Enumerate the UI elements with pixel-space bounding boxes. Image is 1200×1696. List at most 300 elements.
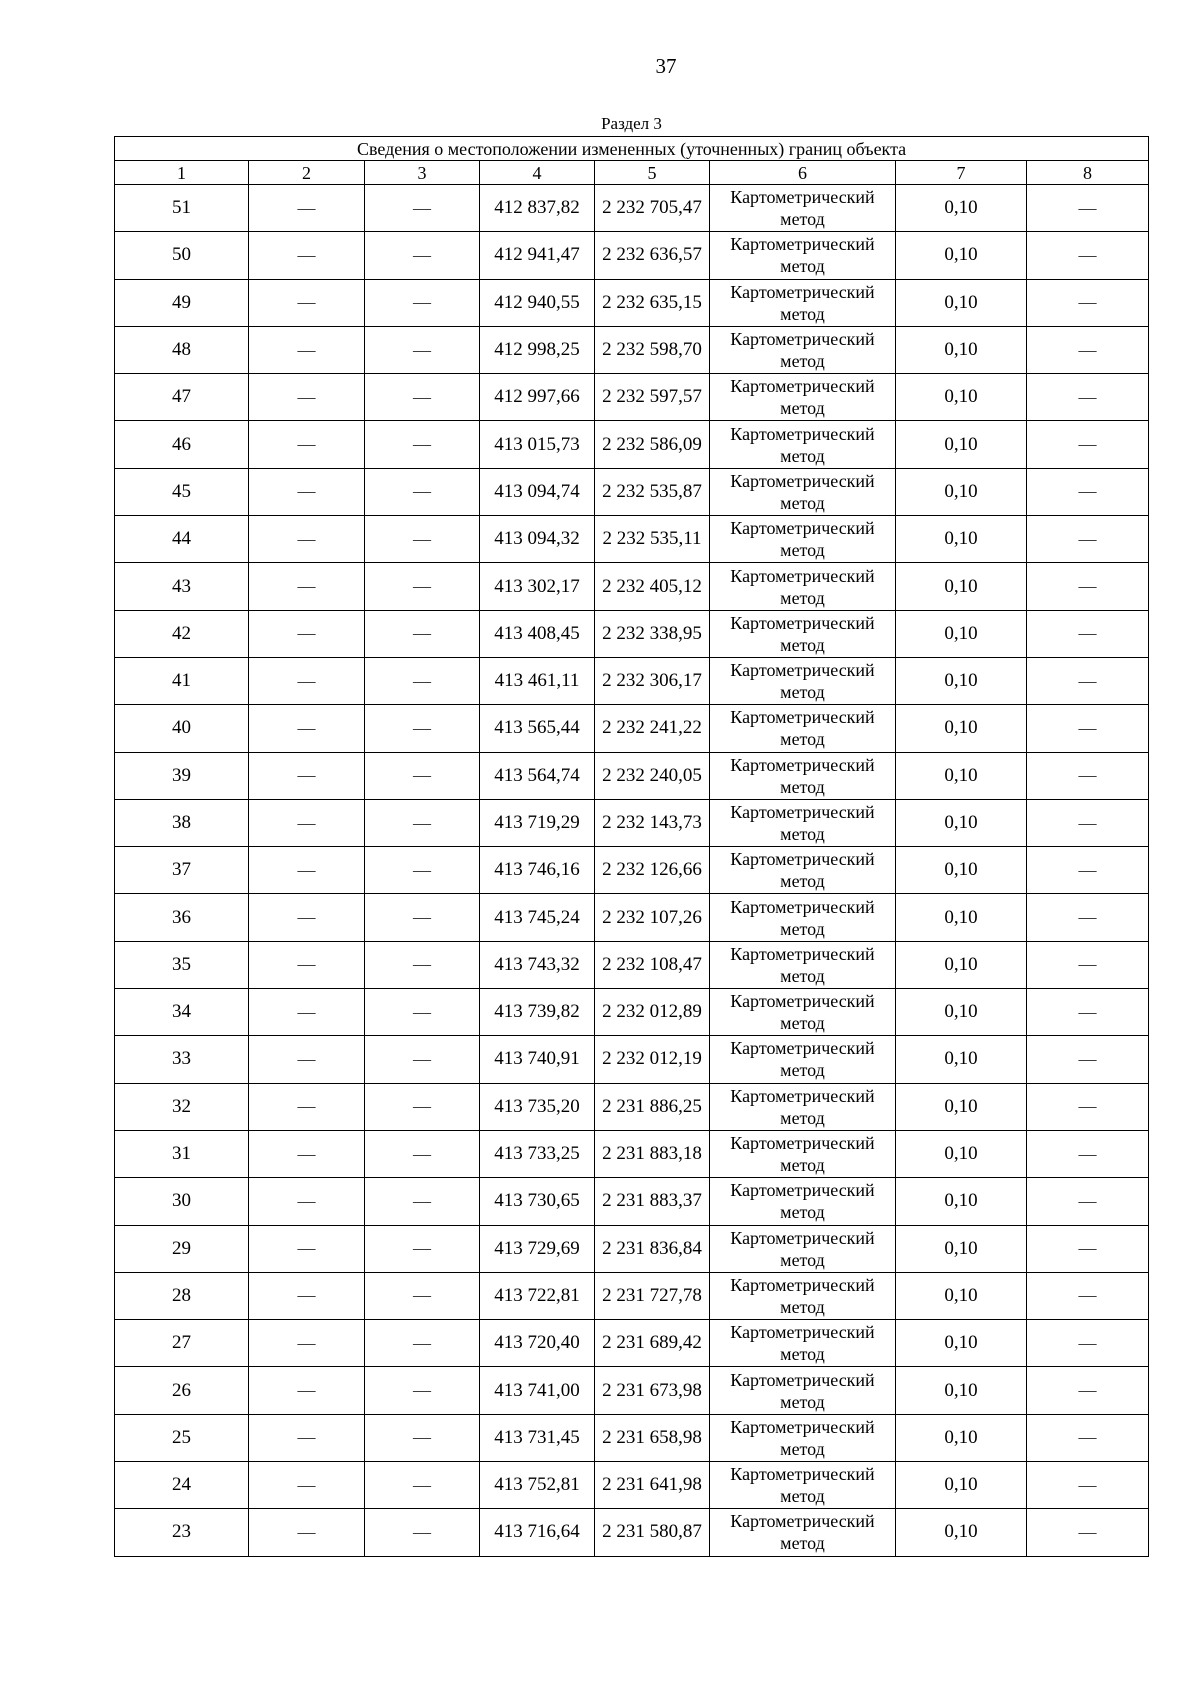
dash-cell: — [1027,185,1149,232]
y-coordinate-cell: 2 232 405,12 [595,563,710,610]
accuracy-cell: 0,10 [896,894,1027,941]
dash-cell: — [365,1178,480,1225]
section-title: Раздел 3 [601,114,662,133]
table-row [115,1462,1149,1509]
accuracy-cell: 0,10 [896,1367,1027,1414]
dash-cell: — [1027,232,1149,279]
x-coordinate-cell: 413 408,45 [480,610,595,657]
table-row [115,1272,1149,1319]
point-number-cell: 43 [115,563,249,610]
method-line-2: метод [780,1391,825,1412]
y-coordinate-cell: 2 231 836,84 [595,1225,710,1272]
x-coordinate-cell: 413 733,25 [480,1130,595,1177]
method-cell [710,1320,896,1367]
method-cell [710,894,896,941]
accuracy-cell: 0,10 [896,516,1027,563]
dash-cell: — [365,468,480,515]
dash-cell: — [249,1414,365,1461]
method-line-2: метод [780,776,825,797]
method-line-1: Картометрический [730,754,875,775]
method-cell [710,1036,896,1083]
method-line-2: метод [780,1438,825,1459]
table-row [115,185,1149,232]
dash-cell: — [365,374,480,421]
method-line-1: Картометрический [730,1511,875,1532]
column-number-header: 4 [480,161,595,185]
method-cell [710,1367,896,1414]
x-coordinate-cell: 413 564,74 [480,752,595,799]
point-number-cell: 49 [115,279,249,326]
method-line-2: метод [780,445,825,466]
method-line-2: метод [780,1249,825,1270]
table-caption-row [115,137,1149,161]
x-coordinate-cell: 413 752,81 [480,1462,595,1509]
dash-cell: — [249,468,365,515]
dash-cell: — [365,1225,480,1272]
table-row [115,468,1149,515]
dash-cell: — [365,989,480,1036]
dash-cell: — [365,610,480,657]
y-coordinate-cell: 2 232 306,17 [595,657,710,704]
method-line-2: метод [780,351,825,372]
accuracy-cell: 0,10 [896,374,1027,421]
dash-cell: — [1027,1272,1149,1319]
x-coordinate-cell: 413 094,32 [480,516,595,563]
x-coordinate-cell: 412 940,55 [480,279,595,326]
y-coordinate-cell: 2 231 886,25 [595,1083,710,1130]
y-coordinate-cell: 2 232 535,87 [595,468,710,515]
method-cell [710,752,896,799]
table-row [115,752,1149,799]
method-line-1: Картометрический [730,234,875,255]
accuracy-cell: 0,10 [896,421,1027,468]
accuracy-cell: 0,10 [896,232,1027,279]
dash-cell: — [365,1320,480,1367]
dash-cell: — [365,657,480,704]
point-number-cell: 23 [115,1509,249,1556]
method-line-2: метод [780,871,825,892]
column-number-header: 6 [710,161,896,185]
dash-cell: — [249,516,365,563]
dash-cell: — [249,989,365,1036]
dash-cell: — [365,1414,480,1461]
dash-cell: — [1027,1178,1149,1225]
table-row [115,1225,1149,1272]
dash-cell: — [249,1130,365,1177]
dash-cell: — [365,279,480,326]
x-coordinate-cell: 413 015,73 [480,421,595,468]
accuracy-cell: 0,10 [896,1272,1027,1319]
dash-cell: — [365,1036,480,1083]
x-coordinate-cell: 413 461,11 [480,657,595,704]
method-cell [710,232,896,279]
method-line-2: метод [780,1013,825,1034]
x-coordinate-cell: 413 743,32 [480,941,595,988]
accuracy-cell: 0,10 [896,1178,1027,1225]
method-cell [710,610,896,657]
y-coordinate-cell: 2 231 689,42 [595,1320,710,1367]
method-cell [710,1462,896,1509]
dash-cell: — [1027,421,1149,468]
dash-cell: — [249,847,365,894]
method-line-2: метод [780,682,825,703]
method-line-1: Картометрический [730,849,875,870]
method-cell [710,799,896,846]
accuracy-cell: 0,10 [896,1036,1027,1083]
accuracy-cell: 0,10 [896,1225,1027,1272]
y-coordinate-cell: 2 232 535,11 [595,516,710,563]
accuracy-cell: 0,10 [896,1509,1027,1556]
y-coordinate-cell: 2 232 598,70 [595,326,710,373]
dash-cell: — [249,941,365,988]
dash-cell: — [365,894,480,941]
method-line-2: метод [780,398,825,419]
method-cell [710,1178,896,1225]
column-number-header: 5 [595,161,710,185]
table-row [115,1320,1149,1367]
accuracy-cell: 0,10 [896,1130,1027,1177]
dash-cell: — [249,1178,365,1225]
point-number-cell: 26 [115,1367,249,1414]
method-line-1: Картометрический [730,1180,875,1201]
table-row [115,847,1149,894]
dash-cell: — [1027,1367,1149,1414]
method-cell [710,421,896,468]
x-coordinate-cell: 412 941,47 [480,232,595,279]
dash-cell: — [365,1462,480,1509]
method-cell [710,989,896,1036]
method-line-1: Картометрический [730,660,875,681]
method-line-1: Картометрический [730,376,875,397]
y-coordinate-cell: 2 232 143,73 [595,799,710,846]
dash-cell: — [249,374,365,421]
dash-cell: — [249,232,365,279]
dash-cell: — [249,657,365,704]
method-line-2: метод [780,1533,825,1554]
dash-cell: — [365,1083,480,1130]
column-number-header: 8 [1027,161,1149,185]
dash-cell: — [365,1509,480,1556]
dash-cell: — [249,1272,365,1319]
method-line-2: метод [780,1486,825,1507]
x-coordinate-cell: 413 730,65 [480,1178,595,1225]
table-row [115,232,1149,279]
y-coordinate-cell: 2 232 597,57 [595,374,710,421]
method-line-2: метод [780,634,825,655]
x-coordinate-cell: 413 741,00 [480,1367,595,1414]
x-coordinate-cell: 413 302,17 [480,563,595,610]
dash-cell: — [1027,468,1149,515]
y-coordinate-cell: 2 232 705,47 [595,185,710,232]
dash-cell: — [249,421,365,468]
point-number-cell: 47 [115,374,249,421]
method-line-2: метод [780,303,825,324]
dash-cell: — [365,752,480,799]
y-coordinate-cell: 2 231 883,37 [595,1178,710,1225]
x-coordinate-cell: 413 731,45 [480,1414,595,1461]
point-number-cell: 29 [115,1225,249,1272]
dash-cell: — [1027,657,1149,704]
table-row [115,989,1149,1036]
method-line-2: метод [780,824,825,844]
accuracy-cell: 0,10 [896,1320,1027,1367]
accuracy-cell: 0,10 [896,1083,1027,1130]
x-coordinate-cell: 413 720,40 [480,1320,595,1367]
point-number-cell: 41 [115,657,249,704]
y-coordinate-cell: 2 232 108,47 [595,941,710,988]
accuracy-cell: 0,10 [896,1414,1027,1461]
dash-cell: — [365,799,480,846]
point-number-cell: 24 [115,1462,249,1509]
column-number-header: 2 [249,161,365,185]
accuracy-cell: 0,10 [896,657,1027,704]
column-numbers-row [115,161,1149,185]
coordinates-table [114,136,1149,1557]
accuracy-cell: 0,10 [896,610,1027,657]
accuracy-cell: 0,10 [896,468,1027,515]
y-coordinate-cell: 2 231 658,98 [595,1414,710,1461]
dash-cell: — [249,563,365,610]
point-number-cell: 27 [115,1320,249,1367]
dash-cell: — [249,610,365,657]
dash-cell: — [365,563,480,610]
method-cell [710,374,896,421]
x-coordinate-cell: 413 565,44 [480,705,595,752]
table-row [115,279,1149,326]
method-cell [710,1225,896,1272]
method-cell [710,468,896,515]
method-line-1: Картометрический [730,518,875,539]
y-coordinate-cell: 2 232 107,26 [595,894,710,941]
table-row [115,799,1149,846]
dash-cell: — [1027,1083,1149,1130]
dash-cell: — [1027,847,1149,894]
dash-cell: — [249,279,365,326]
method-cell [710,847,896,894]
method-line-2: метод [780,1155,825,1176]
accuracy-cell: 0,10 [896,279,1027,326]
dash-cell: — [1027,326,1149,373]
dash-cell: — [1027,1036,1149,1083]
method-line-1: Картометрический [730,612,875,633]
dash-cell: — [365,1367,480,1414]
method-line-2: метод [780,492,825,513]
dash-cell: — [1027,799,1149,846]
table-row [115,1178,1149,1225]
dash-cell: — [1027,374,1149,421]
method-line-2: метод [780,1296,825,1317]
dash-cell: — [1027,1509,1149,1556]
dash-cell: — [1027,1130,1149,1177]
method-line-1: Картометрический [730,1322,875,1343]
table-caption: Сведения о местоположении измененных (уточненных) границ объекта [115,137,1149,161]
method-cell [710,516,896,563]
x-coordinate-cell: 413 094,74 [480,468,595,515]
dash-cell: — [249,326,365,373]
y-coordinate-cell: 2 232 635,15 [595,279,710,326]
dash-cell: — [249,1225,365,1272]
method-line-2: метод [780,587,825,608]
method-line-2: метод [780,1344,825,1365]
point-number-cell: 45 [115,468,249,515]
y-coordinate-cell: 2 232 126,66 [595,847,710,894]
method-cell [710,941,896,988]
y-coordinate-cell: 2 232 338,95 [595,610,710,657]
accuracy-cell: 0,10 [896,563,1027,610]
y-coordinate-cell: 2 232 586,09 [595,421,710,468]
x-coordinate-cell: 413 719,29 [480,799,595,846]
dash-cell: — [365,421,480,468]
point-number-cell: 48 [115,326,249,373]
x-coordinate-cell: 413 735,20 [480,1083,595,1130]
x-coordinate-cell: 413 740,91 [480,1036,595,1083]
dash-cell: — [1027,705,1149,752]
method-line-1: Картометрический [730,329,875,350]
method-line-1: Картометрический [730,1227,875,1248]
method-cell [710,326,896,373]
table-row [115,1367,1149,1414]
accuracy-cell: 0,10 [896,705,1027,752]
y-coordinate-cell: 2 231 641,98 [595,1462,710,1509]
dash-cell: — [365,232,480,279]
point-number-cell: 38 [115,799,249,846]
x-coordinate-cell: 413 722,81 [480,1272,595,1319]
table-row [115,1083,1149,1130]
method-cell [710,279,896,326]
y-coordinate-cell: 2 231 883,18 [595,1130,710,1177]
table-row [115,1509,1149,1556]
method-line-2: метод [780,965,825,986]
table-row [115,941,1149,988]
y-coordinate-cell: 2 232 012,89 [595,989,710,1036]
accuracy-cell: 0,10 [896,1462,1027,1509]
point-number-cell: 32 [115,1083,249,1130]
dash-cell: — [249,1509,365,1556]
x-coordinate-cell: 412 837,82 [480,185,595,232]
method-line-1: Картометрический [730,1133,875,1154]
dash-cell: — [365,1130,480,1177]
table-body [115,185,1149,1557]
table-row [115,374,1149,421]
method-line-1: Картометрический [730,1274,875,1295]
table-row [115,421,1149,468]
x-coordinate-cell: 413 739,82 [480,989,595,1036]
x-coordinate-cell: 413 746,16 [480,847,595,894]
dash-cell: — [249,752,365,799]
y-coordinate-cell: 2 232 241,22 [595,705,710,752]
dash-cell: — [1027,1225,1149,1272]
method-line-1: Картометрический [730,1369,875,1390]
y-coordinate-cell: 2 231 727,78 [595,1272,710,1319]
method-cell [710,1272,896,1319]
point-number-cell: 42 [115,610,249,657]
table-row [115,1130,1149,1177]
point-number-cell: 34 [115,989,249,1036]
table-row [115,894,1149,941]
method-cell [710,1083,896,1130]
table-row [115,705,1149,752]
method-line-2: метод [780,256,825,277]
x-coordinate-cell: 412 997,66 [480,374,595,421]
method-line-1: Картометрический [730,423,875,444]
accuracy-cell: 0,10 [896,989,1027,1036]
point-number-cell: 51 [115,185,249,232]
method-line-1: Картометрический [730,281,875,302]
dash-cell: — [365,1272,480,1319]
method-cell [710,1509,896,1556]
dash-cell: — [249,799,365,846]
dash-cell: — [1027,941,1149,988]
dash-cell: — [249,1083,365,1130]
accuracy-cell: 0,10 [896,799,1027,846]
method-cell [710,1414,896,1461]
y-coordinate-cell: 2 232 636,57 [595,232,710,279]
dash-cell: — [365,516,480,563]
point-number-cell: 31 [115,1130,249,1177]
column-number-header: 7 [896,161,1027,185]
dash-cell: — [249,1367,365,1414]
table-row [115,516,1149,563]
method-line-1: Картометрический [730,1038,875,1059]
point-number-cell: 50 [115,232,249,279]
table-row [115,326,1149,373]
method-line-2: метод [780,540,825,561]
dash-cell: — [1027,1462,1149,1509]
dash-cell: — [1027,516,1149,563]
method-cell [710,563,896,610]
dash-cell: — [1027,279,1149,326]
dash-cell: — [1027,1320,1149,1367]
method-line-1: Картометрический [730,187,875,208]
x-coordinate-cell: 413 729,69 [480,1225,595,1272]
point-number-cell: 39 [115,752,249,799]
dash-cell: — [365,185,480,232]
method-line-2: метод [780,1107,825,1128]
dash-cell: — [249,705,365,752]
method-line-1: Картометрический [730,1085,875,1106]
method-cell [710,705,896,752]
point-number-cell: 44 [115,516,249,563]
table-row [115,563,1149,610]
method-line-2: метод [780,1202,825,1223]
dash-cell: — [365,847,480,894]
accuracy-cell: 0,10 [896,941,1027,988]
dash-cell: — [1027,1414,1149,1461]
table-row [115,657,1149,704]
point-number-cell: 30 [115,1178,249,1225]
method-cell [710,1130,896,1177]
accuracy-cell: 0,10 [896,326,1027,373]
method-line-1: Картометрический [730,470,875,491]
dash-cell: — [365,705,480,752]
method-line-1: Картометрический [730,1464,875,1485]
dash-cell: — [1027,989,1149,1036]
dash-cell: — [249,1036,365,1083]
table-row [115,1036,1149,1083]
dash-cell: — [1027,563,1149,610]
column-number-header: 3 [365,161,480,185]
dash-cell: — [249,1462,365,1509]
method-line-1: Картометрический [730,991,875,1012]
dash-cell: — [365,326,480,373]
point-number-cell: 37 [115,847,249,894]
point-number-cell: 25 [115,1414,249,1461]
y-coordinate-cell: 2 231 673,98 [595,1367,710,1414]
point-number-cell: 33 [115,1036,249,1083]
dash-cell: — [249,894,365,941]
dash-cell: — [249,185,365,232]
point-number-cell: 35 [115,941,249,988]
